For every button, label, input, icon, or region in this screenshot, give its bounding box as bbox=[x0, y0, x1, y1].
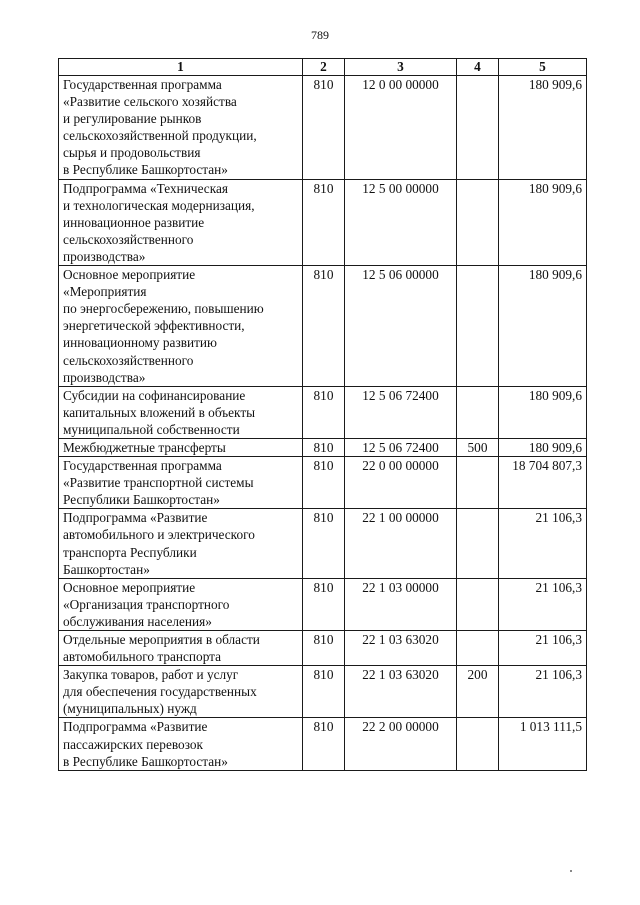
column-header-4: 4 bbox=[457, 59, 499, 76]
table-row bbox=[59, 179, 587, 265]
row-expense-type bbox=[457, 179, 499, 265]
row-expense-type bbox=[457, 509, 499, 578]
row-expense-type bbox=[457, 718, 499, 770]
row-ministry-code: 810 bbox=[303, 76, 345, 180]
column-header-2: 2 bbox=[303, 59, 345, 76]
header-row bbox=[59, 59, 587, 76]
row-name: Государственная программа «Развитие транспортной системы Республики Башкортостан» bbox=[59, 457, 303, 509]
table-body bbox=[59, 76, 587, 771]
row-target-article: 22 1 03 00000 bbox=[345, 578, 457, 630]
row-ministry-code: 810 bbox=[303, 457, 345, 509]
row-ministry-code: 810 bbox=[303, 266, 345, 387]
row-amount: 1 013 111,5 bbox=[499, 718, 587, 770]
row-name: Основное мероприятие «Организация транспортного обслуживания населения» bbox=[59, 578, 303, 630]
budget-table bbox=[58, 58, 587, 771]
row-target-article: 12 5 06 00000 bbox=[345, 266, 457, 387]
row-target-article: 22 0 00 00000 bbox=[345, 457, 457, 509]
column-header-1: 1 bbox=[59, 59, 303, 76]
row-ministry-code: 810 bbox=[303, 666, 345, 718]
row-name: Подпрограмма «Развитие автомобильного и электрического транспорта Республики Башкортостан» bbox=[59, 509, 303, 578]
row-name: Подпрограмма «Техническая и технологическая модернизация, инновационное развитие сельскохозяйственного производства» bbox=[59, 179, 303, 265]
row-target-article: 12 0 00 00000 bbox=[345, 76, 457, 180]
row-target-article: 22 2 00 00000 bbox=[345, 718, 457, 770]
column-header-5: 5 bbox=[499, 59, 587, 76]
row-name: Основное мероприятие «Мероприятия по энергосбережению, повышению энергетической эффективности, инновационному развитию сельскохозяйственного производства» bbox=[59, 266, 303, 387]
row-ministry-code: 810 bbox=[303, 718, 345, 770]
table-row bbox=[59, 386, 587, 438]
row-name: Отдельные мероприятия в области автомобильного транспорта bbox=[59, 631, 303, 666]
row-ministry-code: 810 bbox=[303, 438, 345, 456]
row-amount: 21 106,3 bbox=[499, 666, 587, 718]
row-amount: 21 106,3 bbox=[499, 631, 587, 666]
row-target-article: 12 5 06 72400 bbox=[345, 386, 457, 438]
row-ministry-code: 810 bbox=[303, 578, 345, 630]
row-amount: 180 909,6 bbox=[499, 179, 587, 265]
table-row bbox=[59, 509, 587, 578]
row-amount: 180 909,6 bbox=[499, 386, 587, 438]
row-expense-type: 200 bbox=[457, 666, 499, 718]
table-row bbox=[59, 457, 587, 509]
row-target-article: 12 5 06 72400 bbox=[345, 438, 457, 456]
table-row bbox=[59, 631, 587, 666]
table-row bbox=[59, 266, 587, 387]
table-row bbox=[59, 718, 587, 770]
row-expense-type bbox=[457, 266, 499, 387]
row-expense-type bbox=[457, 457, 499, 509]
scan-speck bbox=[570, 870, 572, 872]
row-amount: 180 909,6 bbox=[499, 266, 587, 387]
row-expense-type: 500 bbox=[457, 438, 499, 456]
row-amount: 18 704 807,3 bbox=[499, 457, 587, 509]
row-target-article: 22 1 00 00000 bbox=[345, 509, 457, 578]
table-row bbox=[59, 76, 587, 180]
row-ministry-code: 810 bbox=[303, 509, 345, 578]
row-expense-type bbox=[457, 578, 499, 630]
row-name: Государственная программа «Развитие сельского хозяйства и регулирование рынков сельскохозяйственной продукции, сырья и продовольствия в Республике Башкортостан» bbox=[59, 76, 303, 180]
row-expense-type bbox=[457, 386, 499, 438]
row-ministry-code: 810 bbox=[303, 179, 345, 265]
row-amount: 21 106,3 bbox=[499, 509, 587, 578]
row-expense-type bbox=[457, 631, 499, 666]
row-ministry-code: 810 bbox=[303, 386, 345, 438]
row-target-article: 22 1 03 63020 bbox=[345, 631, 457, 666]
row-expense-type bbox=[457, 76, 499, 180]
row-ministry-code: 810 bbox=[303, 631, 345, 666]
row-target-article: 12 5 00 00000 bbox=[345, 179, 457, 265]
row-amount: 180 909,6 bbox=[499, 76, 587, 180]
table-row bbox=[59, 666, 587, 718]
row-name: Межбюджетные трансферты bbox=[59, 438, 303, 456]
row-name: Подпрограмма «Развитие пассажирских перевозок в Республике Башкортостан» bbox=[59, 718, 303, 770]
table-row bbox=[59, 578, 587, 630]
table-row bbox=[59, 438, 587, 456]
row-amount: 180 909,6 bbox=[499, 438, 587, 456]
column-header-3: 3 bbox=[345, 59, 457, 76]
table-header bbox=[59, 59, 587, 76]
row-name: Закупка товаров, работ и услуг для обеспечения государственных (муниципальных) нужд bbox=[59, 666, 303, 718]
row-target-article: 22 1 03 63020 bbox=[345, 666, 457, 718]
page-number: 789 bbox=[311, 28, 329, 42]
row-name: Субсидии на софинансирование капитальных вложений в объекты муниципальной собственности bbox=[59, 386, 303, 438]
row-amount: 21 106,3 bbox=[499, 578, 587, 630]
